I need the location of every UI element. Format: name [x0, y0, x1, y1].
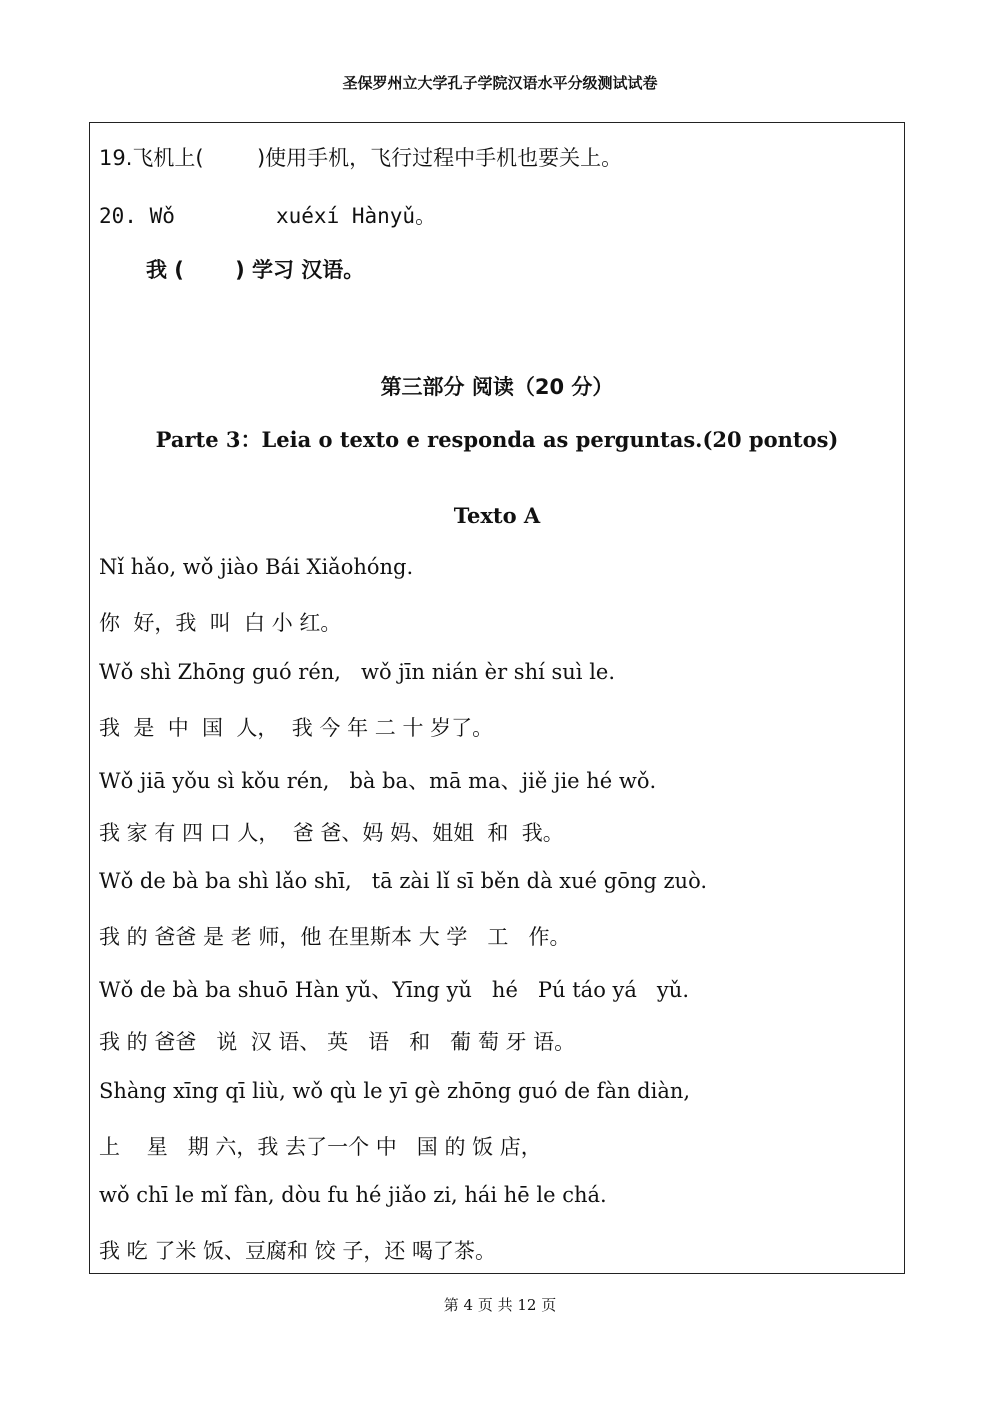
section-title-chinese: 第三部分 阅读（20 分） [380, 375, 614, 399]
reading-line-chinese: 上 星 期 六，我 去了一个 中 国 的 饭 店， [99, 1135, 542, 1159]
question-20-pinyin: 20. Wǒ xuéxí Hànyǔ。 [99, 204, 437, 228]
page-footer: 第 4 页 共 12 页 [443, 1296, 557, 1314]
reading-line-chinese: 我 吃 了米 饭、豆腐和 饺 子，还 喝了茶。 [99, 1239, 497, 1263]
section-title-portuguese: Parte 3：Leia o texto e responda as perguntas.(20 pontos) [155, 427, 839, 452]
reading-line-chinese: 我 家 有 四 口 人， 爸 爸、妈 妈、姐姐 和 我。 [99, 821, 564, 845]
reading-line-pinyin: Wǒ de bà ba shuō Hàn yǔ、Yīng yǔ hé Pú táo yá yǔ. [99, 978, 689, 1002]
reading-line-pinyin: Shàng xīng qī liù, wǒ qù le yī gè zhōng guó de fàn diàn, [99, 1079, 691, 1103]
reading-line-chinese: 我 是 中 国 人， 我 今 年 二 十 岁了。 [99, 716, 494, 740]
reading-text-title: Texto A [453, 503, 541, 528]
reading-line-pinyin: Wǒ de bà ba shì lǎo shī, tā zài lǐ sī běn dà xué gōng zuò. [99, 869, 708, 893]
reading-line-chinese: 你 好，我 叫 白 小 红。 [99, 611, 342, 635]
reading-line-pinyin: Wǒ jiā yǒu sì kǒu rén, bà ba、mā ma、jiě jie hé wǒ. [99, 769, 657, 793]
reading-line-pinyin: Nǐ hǎo, wǒ jiào Bái Xiǎohóng. [99, 555, 414, 579]
reading-line-chinese: 我 的 爸爸 说 汉 语、 英 语 和 葡 萄 牙 语。 [99, 1030, 576, 1054]
question-19: 19.飞机上( )使用手机，飞行过程中手机也要关上。 [99, 146, 623, 170]
question-20-characters: 我 ( ) 学习 汉语。 [146, 258, 365, 282]
reading-line-pinyin: wǒ chī le mǐ fàn, dòu fu hé jiǎo zi, hái hē le chá. [99, 1183, 607, 1207]
reading-line-chinese: 我 的 爸爸 是 老 师，他 在里斯本 大 学 工 作。 [99, 925, 571, 949]
page-header: 圣保罗州立大学孔子学院汉语水平分级测试试卷 [342, 74, 658, 92]
reading-line-pinyin: Wǒ shì Zhōng guó rén, wǒ jīn nián èr shí suì le. [99, 660, 616, 684]
